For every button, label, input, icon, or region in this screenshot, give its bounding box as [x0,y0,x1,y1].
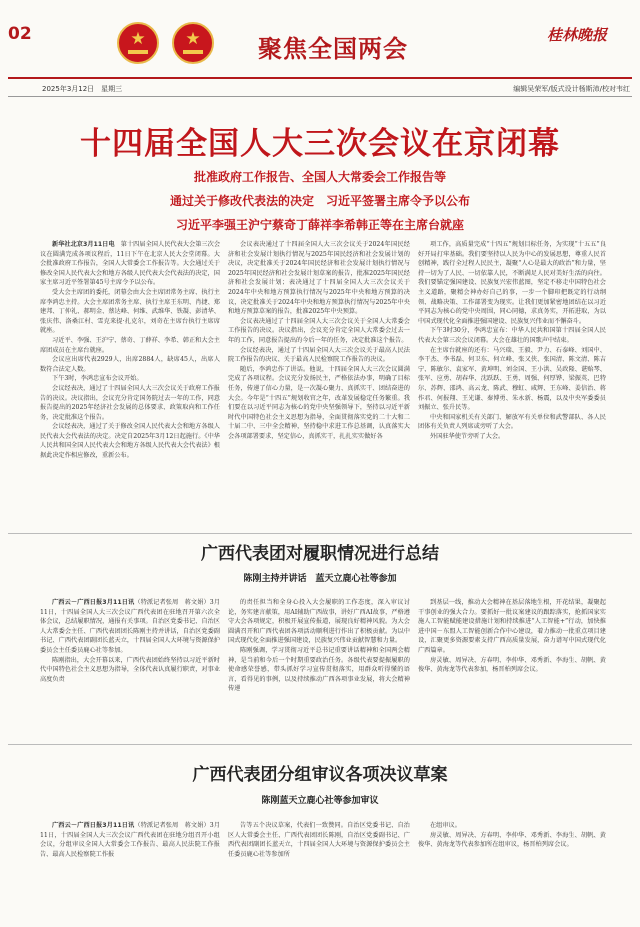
paragraph: 会议表决通过了十四届全国人大三次会议关于2024年国民经济和社会发展计划执行情况与2025年国民经济和社会发展计划的决议，决定批准关于2024年国民经济和社会发展计划执行情况与2025年国民经济和社会发展计划草案的报告，批准2025年国民经济和社会发展计划；表决通过了十四届全国人大三次会议关于2024年中央和地方预算执行情况与2025年中央和地方预算的决议，决定批准关于2024年中央和地方预算执行情况与2025年中央和地方预算草案的报告，批准2025年中央预算。 [228,241,410,316]
paragraph: 下午3时，李鸿忠宣布会议开始。 [52,375,143,383]
paragraph: 会议经表决，通过了十四届全国人大三次会议关于最高人民法院工作报告的决议、关于最高人民检察院工作报告的决议。 [228,346,410,364]
paragraph: 新华社北京3月11日电 第十四届全国人民代表大会第三次会议在圆满完成各项议程后，11日下午在北京人民大会堂闭幕。大会批准政府工作报告，全国人大常委会工作报告等。大会通过关于修改全国人民代表大会和地方各级人民代表大会代表法的决定，国家主席习近平签署第45号主席令予以公布。 [40,241,220,287]
paragraph: 告等五个决议草案，代表们一致赞同。自治区党委书记、自治区人大常委会主任、广西代表团团长陈刚，自治区党委副书记、广西代表团副团长蓝天立，十四届全国人大环境与资源保护委员会主任委员鹿心社等参加所 [228,822,410,858]
national-emblem-icon: ★ [172,22,214,64]
paragraph: 在主席台就座的还有：马兴瑞、王毅、尹力、石泰峰、刘国中、李干杰、李书磊、何卫东、何立峰、张又侠、张国清、陈文清、陈吉宁、陈敏尔、袁家军、黄坤明、刘金国、王小洪、吴政隆、谌贻琴、张军、应勇、胡春华、沈跃跃、王勇、周强、何厚铧、梁振英、巴特尔、苏辉、邵鸿、高云龙、陈武、穆虹、咸辉、王东峰、姜信治、蒋作君、何报翔、王光谦、秦博勇、朱永新、杨震，以及中央军委委员刘振立、张升民等。 [418,346,606,412]
article2-column-2 [228,598,410,734]
article2-column-3 [418,598,606,734]
paragraph: 下午3时30分，李鸿忠宣布：中华人民共和国第十四届全国人民代表大会第三次会议闭幕。大会在雄壮的国歌声中结束。 [418,327,606,344]
main-article-column-2 [228,240,410,526]
article3-column-3 [418,821,606,879]
paragraph: 广西云－广西日报3月11日讯（特派记者张周 蒋文娟）3月11日，十四届全国人大三次会议广西代表团在驻地分组召开小组会议，分组审议全国人大常委会工作报告、最高人民法院工作报告、最高人民检察院工作报 [40,822,220,858]
paragraph: 会议经表决，通过了关于修改全国人民代表大会和地方各级人民代表大会代表法的决定。决定自2025年3月12日起施行。《中华人民共和国全国人民代表大会和地方各级人民代表大会代表法》根据此决定作相应修改，重新公布。 [40,423,220,460]
main-headline: 十四届全国人大三次会议在京闭幕 [80,126,560,162]
header-divider [8,77,632,79]
article3-column-2 [228,821,410,879]
page-number: 02 [8,24,32,44]
paragraph: 会议经表决，通过了十四届全国人大三次会议关于政府工作报告的决议。决议指出，会议充分肯定国务院过去一年的工作，同意报告提出的2025年经济社会发展的总体要求、政策取向和工作任务，决定批准这个报告。 [40,384,220,421]
paragraph: 外国驻华使节旁听了大会。 [430,432,505,440]
paragraph: 广西云－广西日报3月11日讯（特派记者张周 蒋文娟）3月11日，十四届全国人大三次会议广西代表团在驻地召开第六次全体会议，总结履职情况，通报有关事项。自治区党委书记、自治区人大常委会主任、广西代表团团长陈刚主持并讲话，自治区党委副书记、广西代表团副团长蓝天立，十四届全国人大环境与资源保护委员会主任委员鹿心社等参加。 [40,599,220,654]
article3-subhead: 陈刚蓝天立鹿心社等参加审议 [261,796,379,806]
article2-subhead: 陈刚主持并讲话 蓝天立鹿心社等参加 [243,574,397,584]
paragraph: 房灵敏、周异决、方春明、李仲华、邓秀新、李海生、胡帆、黄俊华、黄海龙等代表参加，杨晋柏列席会议。 [418,656,606,674]
paragraph: 会议应出席代表2929人，出席2884人，缺席45人，出席人数符合法定人数。 [40,356,220,373]
section-title: 聚焦全国两会 [258,35,408,63]
paragraph: 到基层一线，推动大会精神在基层落地生根，开花结果，凝聚起干事创业的强大合力。要抓好一批议案建议的跟踪落实，抢抓国家实施人工智能赋能建设措施计划和持续推进“人工智能+”行动，加快推进中国－东盟人工智能创新合作中心建设，着力推动一批重点项目建设，汇聚更多资源要素支持广西高质量发展，奋力谱写中国式现代化广西篇章。 [418,599,606,654]
paragraph: 受大会主席团的委托，闭幕会由大会主席团常务主席、执行主席李鸿忠主持。大会主席团常务主席、执行主席王东明、肖捷、郑建邦、丁仲礼、郝明金、蔡达峰、何维、武维华、铁凝、彭清华、张庆伟、洛桑江村、雪克来提·扎克尔，刘奇在主席台执行主席席就座。 [40,288,220,335]
article2-headline: 广西代表团对履职情况进行总结 [201,544,439,564]
newspaper-logo: 桂林晚报 [547,26,608,44]
section-divider [8,744,632,745]
paragraph: 随后，李鸿忠作了讲话。他说，十四届全国人大三次会议圆满完成了各项议程。会议充分发扬民主，严格依法办事，明确了目标任务，传递了信心力量，是一次凝心聚力、真抓实干、团结奋进的大会。今年是“十四五”规划收官之年，改革发展稳定任务繁重。我们要在以习近平同志为核心的党中央坚强领导下，坚持以习近平新时代中国特色社会主义思想为指导，全面贯彻落实党的二十大和二十届二中、三中全会精神，坚持稳中求进工作总基调，认真落实大会各项部署要求，坚定信心，真抓实干，扎扎实实做好各 [228,365,410,440]
paragraph: 陈刚强调，学习贯彻习近平总书记重要讲话精神和全国两会精神，是当前和今后一个时期重要政治任务。各级代表要提振履职的使命感荣誉感，带头抓好学习宣传贯彻落实，用群众听得懂的语言，看得见的事例，以及持续推动广西各项事业发展，将大会精神传递 [228,646,410,693]
editor-credits: 编辑吴荣军/版式设计杨斯沛/校对韦红 [513,85,630,93]
header-rule [8,96,632,97]
party-emblem-icon: ★ [117,22,159,64]
paragraph: 陈刚指出，大会开幕以来，广西代表团始终坚持以习近平新时代中国特色社会主义思想为指导，全体代表认真履行职责，对事业高度负责 [40,656,220,683]
paragraph: 在组审议。 [430,822,461,829]
article3-headline: 广西代表团分组审议各项决议草案 [192,765,448,785]
section-divider [8,533,632,534]
main-subhead-3: 习近平李强王沪宁蔡奇丁薛祥李希韩正等在主席台就座 [175,218,464,232]
main-subhead-1: 批准政府工作报告、全国人大常委会工作报告等 [193,170,446,184]
paragraph: 会议表决通过了十四届全国人大三次会议关于全国人大常委会工作报告的决议。决议指出，会议充分肯定全国人大常委会过去一年的工作，同意报告提出的今后一年的任务，决定批准这个报告。 [228,317,410,344]
article3-column-1 [40,821,220,879]
main-article-column-1 [40,240,220,526]
main-subhead-2: 通过关于修改代表法的决定 习近平签署主席令予以公布 [169,194,470,208]
paragraph: 习近平、李强、王沪宁、蔡奇、丁薛祥、李希、韩正和大会主席团成员在主席台就座。 [40,336,220,354]
main-article-column-3 [418,240,606,526]
paragraph: 房灵敏、周异决、方春明、李仲华、邓秀新、李海生、胡帆、黄俊华、黄海龙等代表参加所在组审议，杨晋柏列席会议。 [418,831,606,849]
paragraph: 的责任担当和全身心投入大会履职的工作态度，深入审议讨论，务实建言献策，用AI辅助广西故事，讲好广西AI故事，严格遵守大会各项规定，积极开展宣传报道，展现良好精神风貌。为大会圆满召开和广西代表团各项活动顺利进行作出了积极贡献。为以中国式现代化全面推进强国建设，民族复兴伟业贡献智慧和力量。 [228,599,410,645]
paragraph: 项工作，高质量完成“十四五”规划目标任务，为实现“十五五”良好开局打牢基础。我们要坚持以人民为中心的发展思想，尊重人民首创精神，践行全过程人民民主，凝聚“人心是最大的政治”和力量，坚持一切为了人民、一切依靠人民，不断满足人民对美好生活的向往。我们要锚定强国建设、民族复兴宏伟蓝图，坚定不移走中国特色社会主义道路，聚精会神办好自己的事，一步一个脚印把既定的行动纲领、战略决策、工作部署变为现实。让我们更加紧密地团结在以习近平同志为核心的党中央周围，同心同德，求真务实，开拓进取，为以中国式现代化全面推进强国建设、民族复兴伟业而不懈奋斗。 [418,241,606,325]
article2-column-1 [40,598,220,734]
paragraph: 中央和国家机关有关部门、解放军有关单位和武警部队、各人民团体有关负责人列席或旁听了大会。 [418,413,606,431]
issue-date: 2025年3月12日 星期三 [42,85,123,93]
